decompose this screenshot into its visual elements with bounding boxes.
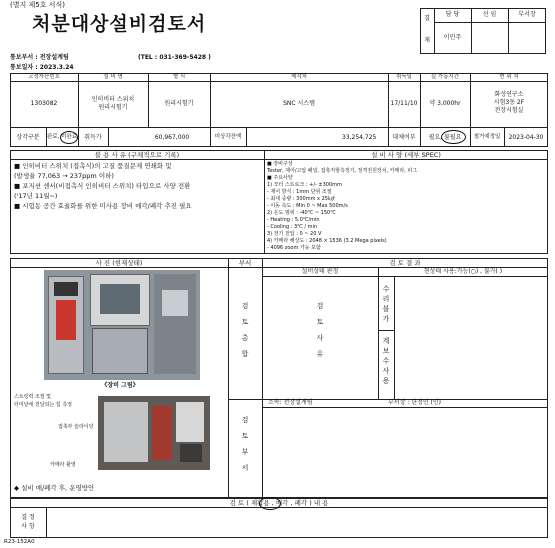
photo-caption-main: 《장비 그림》 — [101, 382, 139, 389]
decision-label-1: 결 정 — [21, 514, 35, 521]
photo-footer: ◆ 설비 매/폐각 후, 운영방안 — [14, 484, 95, 492]
col-asset-no: 고정자산번호 — [28, 74, 60, 80]
reason-line-3: ■ 포지션 센서(비접촉식 인히비터 스위치) 타입으로 사양 전환 — [14, 182, 191, 190]
review-reason-side — [315, 298, 325, 362]
reason-line-4: ('17년 11월~) — [14, 192, 58, 200]
review-header: 검 토 결 과 — [389, 259, 421, 267]
cost-value: 60,967,000 — [154, 134, 190, 141]
page-title: 처분대상설비검토서 — [32, 13, 207, 35]
col-op-time: 실 가동시간 — [430, 74, 460, 80]
spec-header: 설 비 사 양 (세부 SPEC) — [371, 151, 441, 159]
spec-line-2: Tester, 제어/고압 패널, 접촉저항측정기, 정격전원장치, 카메라, 피그 — [267, 168, 418, 174]
photo-header: 사 진 (현재상태) — [95, 259, 143, 267]
reason-side-char-1: 검 — [316, 302, 324, 310]
dept-head-sign: 부서장 : 한정민 (인) — [388, 399, 441, 406]
equip-name-value-2: 원리시험기 — [98, 104, 128, 111]
acq-date-value: 17/11/10 — [390, 100, 418, 107]
affiliation: 소속: 전장설계팀 — [268, 399, 313, 406]
plan-label: 철거예정일 — [473, 134, 501, 140]
location-value-2: 시험3동 2F — [493, 99, 525, 106]
model-value: 원리시험기 — [164, 100, 194, 107]
spec-line-5: - 제어 방식 : 1mm 단위 조절 — [267, 189, 332, 195]
review-dept-side — [240, 412, 250, 476]
recycle-circle — [259, 497, 281, 510]
col-equip-name: 설 비 명 — [103, 74, 123, 80]
decision-header: 검 토 ( 재활용 , 매각 , 폐각 ) 내 용 — [229, 499, 329, 507]
label-slider: 접촉부 슬라이딩 — [58, 424, 94, 430]
review-summary-side — [240, 298, 250, 362]
dept-side-char-4: 서 — [241, 464, 249, 472]
reason-side-char-2: 토 — [316, 318, 324, 326]
col-model: 형 식 — [172, 74, 186, 80]
unamort-value: 33,254,725 — [342, 134, 377, 141]
approval-side-label-2: 재 — [424, 37, 430, 44]
spec-line-11: 3) 전기 전압 : 0 ~ 20 V — [267, 231, 322, 237]
equipment-photo-2 — [98, 396, 210, 470]
spec-line-4: 1) 모터 스트로크 : +/- ±300mm — [267, 182, 342, 188]
depr-label: 상각구분 — [16, 134, 40, 141]
depr-value: 완료, 미완료 — [46, 134, 78, 140]
label-stroke-1: 스트링력 조절 및 — [14, 394, 51, 400]
review-side-char-1: 검 — [241, 302, 249, 310]
equipment-photo-1 — [44, 270, 200, 380]
spec-line-3: ■ 주요사양 — [267, 175, 293, 181]
equip-name-value-1: 인히비터 스위치 — [91, 96, 135, 103]
cost-label: 취득가 — [84, 134, 102, 141]
state-label: 설비상태 판정 — [301, 268, 339, 275]
depr-circle — [60, 131, 78, 144]
col-acq-date: 취득일 — [396, 74, 412, 80]
repair-label: 수리불가 — [382, 285, 390, 323]
spec-line-1: ■ 장비구성 — [267, 161, 293, 167]
review-dept-header: 부서 — [238, 259, 252, 267]
form-number: (별지 제5호 서식) — [10, 1, 65, 9]
approval-col-senior: 선 임 — [482, 11, 497, 18]
location-value-3: 전장시험실 — [494, 107, 524, 114]
spec-line-9: - Heating : 5.0℃/min — [267, 217, 320, 223]
replace-label: 대체여부 — [392, 134, 416, 141]
spec-line-8: 2) 온도 범위 : -40℃ ~ 150℃ — [267, 210, 336, 216]
spec-line-6: - 최대 중량 : 300mm x 25㎏f — [267, 196, 335, 202]
spec-line-7: - 이동 속도 : Min 0 ~ Max 500m/s — [267, 203, 348, 209]
approval-side-label-1: 결 — [424, 15, 430, 22]
notify-dept: 통보부서 : 전장설계팀 — [10, 54, 69, 61]
dept-side-char-3: 부 — [241, 448, 249, 456]
repair-note: 계보수사용 — [382, 337, 390, 385]
reason-line-2: (발생율 77,063 → 237ppm 이하) — [14, 172, 114, 180]
review-side-char-3: 총 — [241, 334, 249, 342]
op-time-value: 약 3,000hr — [429, 100, 461, 107]
location-value-1: 화성연구소 — [494, 91, 524, 98]
dept-side-char-2: 토 — [241, 432, 249, 440]
spec-line-13: - 4096 zoom 가능 포함 — [267, 245, 321, 251]
asset-no-value: 1303082 — [30, 100, 58, 107]
review-side-char-2: 토 — [241, 318, 249, 326]
reason-header: 불 용 사 유 (구체적으로 기록) — [94, 151, 180, 159]
reason-line-5: ■ 시험동 공간 효율화를 위한 미사용 장비 매각/폐각 추진 필요 — [14, 202, 192, 210]
spec-line-10: - Cooling : 3℃ / min — [267, 224, 318, 230]
current-use: 현상태 사용:가능(○) , 불가( ) — [423, 268, 503, 275]
replace-circle — [441, 130, 466, 144]
col-location: 현 위 치 — [499, 74, 519, 80]
unamort-label: 미상각잔액 — [214, 134, 242, 140]
spec-line-12: 4) 카메라 해상도 : 2048 × 1536 (3.2 Mega pixels) — [267, 238, 387, 244]
approval-col-head: 부서장 — [518, 11, 536, 18]
approval-signature: 이민주 — [443, 34, 462, 41]
label-camera: 카메라 촬영 — [50, 462, 76, 468]
reason-side-char-4: 유 — [316, 350, 324, 358]
col-maker: 제작처 — [291, 74, 307, 80]
plan-value: 2023-04-30 — [508, 134, 544, 141]
label-stroke-2: 터미날에 전달되는 힘 측정 — [14, 402, 72, 408]
dept-side-char-1: 검 — [241, 416, 249, 424]
notify-date: 통보일자 : 2023.3.24 — [10, 64, 74, 71]
maker-value: SNC 시스템 — [283, 100, 315, 107]
review-side-char-4: 합 — [241, 350, 249, 358]
notify-tel: (TEL : 031-369-5428 ) — [138, 54, 211, 61]
approval-col-staff: 담 당 — [445, 11, 460, 18]
decision-label-2: 사 항 — [21, 523, 35, 530]
reason-side-char-3: 사 — [316, 334, 324, 342]
replace-value: 필요, 불필요 — [428, 134, 462, 141]
reason-line-1: ■ 인히비터 스위치 (접촉식)의 고질 품질문제 연쇄화 및 — [14, 162, 172, 170]
footer-code: R23-152A0 — [4, 539, 35, 545]
